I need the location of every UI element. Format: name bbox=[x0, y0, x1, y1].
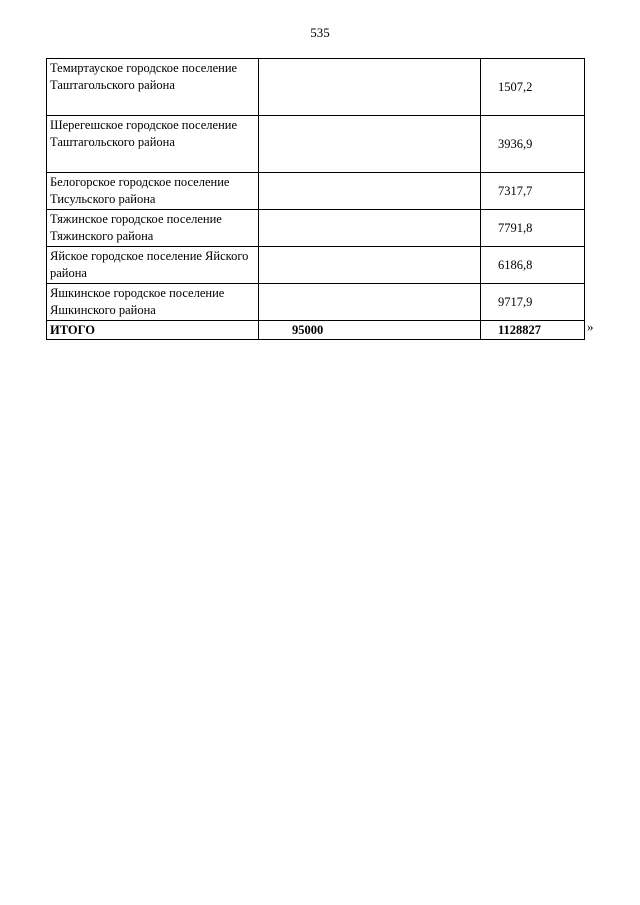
settlement-name: Яшкинское городское поселение Яшкинского района bbox=[47, 284, 259, 321]
total-col3: 1128827 bbox=[481, 321, 585, 340]
settlement-name: Шерегешское городское поселение Таштагольского района bbox=[47, 116, 259, 173]
amount-col2 bbox=[259, 284, 481, 321]
total-col2: 95000 bbox=[259, 321, 481, 340]
settlement-name: Тяжинское городское поселение Тяжинского района bbox=[47, 210, 259, 247]
amount-col3: 1507,2 bbox=[481, 59, 585, 116]
amount-col2 bbox=[259, 210, 481, 247]
amount-col3: 9717,9 bbox=[481, 284, 585, 321]
amount-col3: 7791,8 bbox=[481, 210, 585, 247]
table-row bbox=[47, 210, 585, 247]
amount-col2 bbox=[259, 173, 481, 210]
amount-col2 bbox=[259, 247, 481, 284]
table-row bbox=[47, 116, 585, 173]
amount-col2 bbox=[259, 59, 481, 116]
closing-quote: » bbox=[587, 319, 594, 334]
settlement-name: Белогорское городское поселение Тисульского района bbox=[47, 173, 259, 210]
total-label: ИТОГО bbox=[47, 321, 259, 340]
amount-col2 bbox=[259, 116, 481, 173]
table-row bbox=[47, 173, 585, 210]
table-row bbox=[47, 284, 585, 321]
table-row bbox=[47, 59, 585, 116]
table-row bbox=[47, 247, 585, 284]
page-number: 535 bbox=[310, 25, 330, 40]
amount-col3: 3936,9 bbox=[481, 116, 585, 173]
settlement-name: Яйское городское поселение Яйского района bbox=[47, 247, 259, 284]
total-row bbox=[47, 321, 585, 340]
budget-table bbox=[46, 58, 585, 340]
amount-col3: 6186,8 bbox=[481, 247, 585, 284]
amount-col3: 7317,7 bbox=[481, 173, 585, 210]
settlement-name: Темиртауское городское поселение Таштагольского района bbox=[47, 59, 259, 116]
